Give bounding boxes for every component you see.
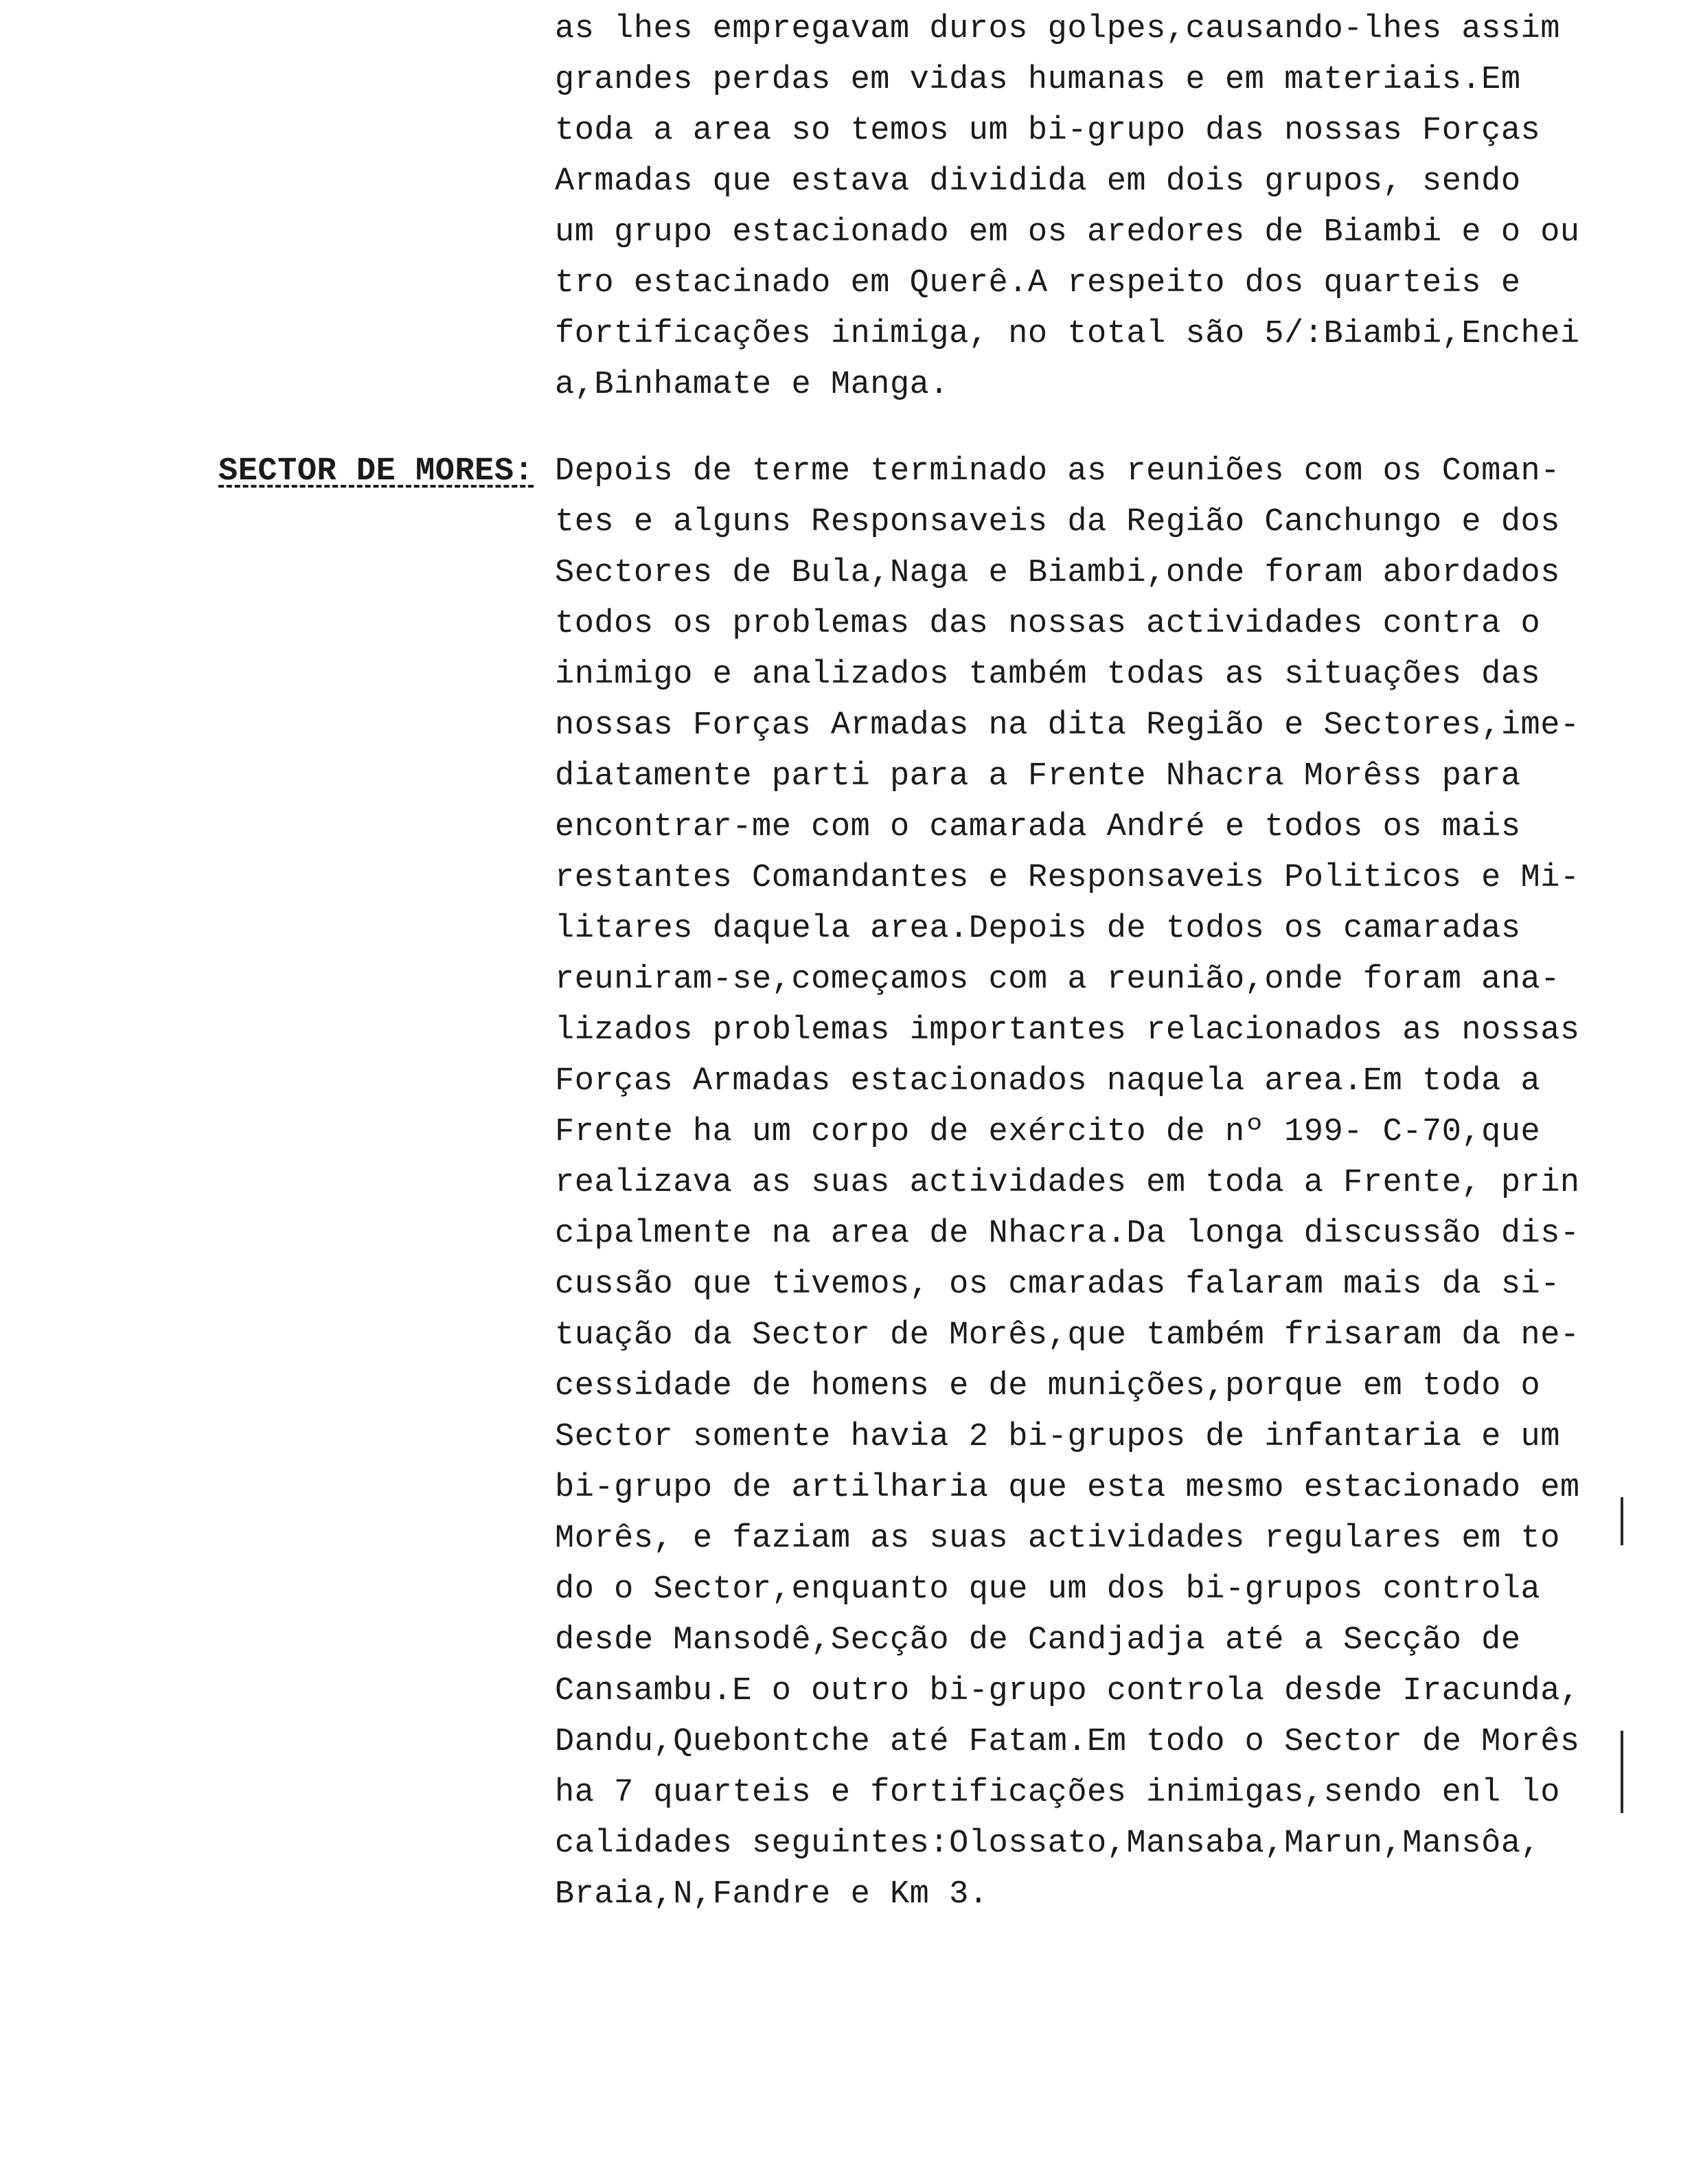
- text-line: um grupo estacionado em os aredores de Biambi e o ou: [555, 214, 1580, 251]
- text-line: Forças Armadas estacionados naquela area.Em toda a: [555, 1063, 1541, 1100]
- text-line: Depois de terme terminado as reuniões com os Coman-: [555, 453, 1560, 490]
- text-line: Sectores de Bula,Naga e Biambi,onde foram abordados: [555, 555, 1560, 591]
- section-paragraph: [555, 446, 1626, 1920]
- text-line: do o Sector,enquanto que um dos bi-grupos controla: [555, 1571, 1541, 1608]
- text-line: Armadas que estava dividida em dois grupos, sendo: [555, 163, 1521, 200]
- text-line: calidades seguintes:Olossato,Mansaba,Marun,Mansôa,: [555, 1825, 1541, 1862]
- text-line: Cansambu.E o outro bi-grupo controla desde Iracunda,: [555, 1673, 1580, 1709]
- text-line: cussão que tivemos, os cmaradas falaram mais da si-: [555, 1266, 1560, 1303]
- text-line: a,Binhamate e Manga.: [555, 367, 950, 403]
- text-line: todos os problemas das nossas actividades contra o: [555, 606, 1541, 642]
- text-line: restantes Comandantes e Responsaveis Politicos e Mi-: [555, 860, 1580, 896]
- text-line: toda a area so temos um bi-grupo das nossas Forças: [555, 113, 1541, 149]
- scan-margin-mark: [1621, 1731, 1623, 1813]
- text-line: litares daquela area.Depois de todos os camaradas: [555, 911, 1521, 947]
- text-line: reuniram-se,começamos com a reunião,onde foram ana-: [555, 962, 1560, 998]
- text-line: Frente ha um corpo de exército de nº 199- C-70,que: [555, 1114, 1541, 1150]
- text-line: fortificações inimiga, no total são 5/:Biambi,Enchei: [555, 316, 1580, 352]
- text-line: bi-grupo de artilharia que esta mesmo estacionado em: [555, 1470, 1580, 1506]
- text-line: Braia,N,Fandre e Km 3.: [555, 1876, 989, 1913]
- text-line: Morês, e faziam as suas actividades regulares em to: [555, 1521, 1560, 1557]
- text-line: tes e alguns Responsaveis da Região Canchungo e dos: [555, 504, 1560, 541]
- text-line: nossas Forças Armadas na dita Região e Sectores,ime-: [555, 707, 1580, 744]
- text-line: tuação da Sector de Morês,que também frisaram da ne-: [555, 1317, 1580, 1354]
- text-line: Sector somente havia 2 bi-grupos de infantaria e um: [555, 1419, 1560, 1455]
- text-line: Dandu,Quebontche até Fatam.Em todo o Sector de Morês: [555, 1724, 1580, 1760]
- text-line: grandes perdas em vidas humanas e em materiais.Em: [555, 62, 1521, 98]
- text-line: cipalmente na area de Nhacra.Da longa discussão dis-: [555, 1216, 1580, 1252]
- text-line: diatamente parti para a Frente Nhacra Morêss para: [555, 758, 1521, 795]
- text-line: cessidade de homens e de munições,porque em todo o: [555, 1368, 1541, 1404]
- text-line: inimigo e analizados também todas as situações das: [555, 657, 1541, 693]
- intro-paragraph: [555, 4, 1626, 411]
- text-line: ha 7 quarteis e fortificações inimigas,sendo enl lo: [555, 1775, 1560, 1811]
- text-line: realizava as suas actividades em toda a Frente, prin: [555, 1165, 1580, 1201]
- scan-margin-mark: [1621, 1497, 1623, 1545]
- text-line: tro estacinado em Querê.A respeito dos quarteis e: [555, 265, 1521, 302]
- text-line: as lhes empregavam duros golpes,causando-lhes assim: [555, 11, 1560, 47]
- text-line: desde Mansodê,Secção de Candjadja até a Secção de: [555, 1622, 1521, 1659]
- text-line: encontrar-me com o camarada André e todos os mais: [555, 809, 1521, 845]
- section-heading: SECTOR DE MORES:: [218, 453, 534, 490]
- text-line: lizados problemas importantes relacionados as nossas: [555, 1012, 1580, 1049]
